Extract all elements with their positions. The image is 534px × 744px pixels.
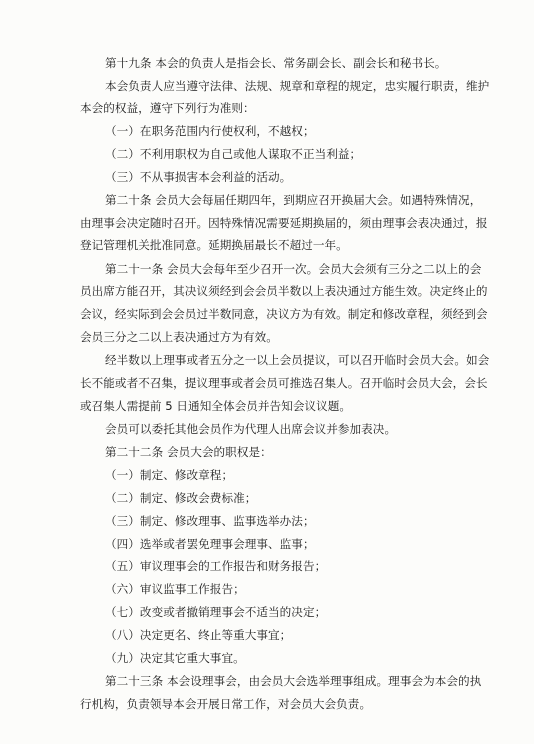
text-line: （三）制定、修改理事、监事选举办法； — [105, 514, 315, 528]
text-line: 本会的权益，遵守下列行为准则： — [80, 101, 255, 115]
text-line: 第二十二条 会员大会的职权是： — [105, 445, 272, 459]
text-line: 会员可以委托其他会员作为代理人出席会议并参加表决。 — [105, 422, 397, 436]
text-line: （六）审议监事工作报告； — [105, 582, 245, 596]
text-line: 由理事会决定随时召开。因特殊情况需要延期换届的，须由理事会表决通过，报 — [80, 216, 488, 230]
text-line: 本会负责人应当遵守法律、法规、规章和章程的规定，忠实履行职责，维护 — [105, 79, 490, 93]
text-line: （一）制定、修改章程； — [105, 468, 234, 482]
text-line: 员出席方能召开，其决议须经到会会员半数以上表决通过方能生效。决定终止的 — [80, 284, 488, 298]
text-line: 第十九条 本会的负责人是指会长、常务副会长、副会长和秘书长。 — [105, 56, 447, 70]
text-line: 第二十一条 会员大会每年至少召开一次。会员大会须有三分之二以上的会 — [105, 262, 482, 276]
text-line: （二）制定、修改会费标准； — [105, 491, 257, 505]
text-line: （五）审议理事会的工作报告和财务报告； — [105, 559, 327, 573]
text-line: 会员三分之二以上表决通过方为有效。 — [80, 330, 278, 344]
text-line: （九）决定其它重大事宜。 — [105, 651, 245, 665]
text-line: 行机构，负责领导本会开展日常工作，对会员大会负责。 — [80, 697, 372, 711]
text-line: （一）在职务范围内行使权利，不越权； — [105, 124, 315, 138]
text-line: 第二十三条 本会设理事会，由会员大会选举理事组成。理事会为本会的执 — [105, 674, 482, 688]
text-line: 登记管理机关批准同意。延期换届最长不超过一年。 — [80, 238, 348, 252]
text-line: （八）决定更名、终止等重大事宜； — [105, 628, 292, 642]
text-line: 长不能或者不召集，提议理事或者会员可推选召集人。召开临时会员大会，会长 — [80, 376, 488, 390]
text-line: （七）改变或者撤销理事会不适当的决定； — [105, 605, 327, 619]
text-line: 第二十条 会员大会每届任期四年，到期应召开换届大会。如遇特殊情况， — [105, 193, 482, 207]
text-line: （二）不利用职权为自己或他人谋取不正当利益； — [105, 147, 362, 161]
text-line: 或召集人需提前 5 日通知全体会员并告知会议议题。 — [80, 399, 352, 413]
text-line: 会议，经实际到会会员过半数同意，决议方为有效。制定和修改章程，须经到会 — [80, 307, 488, 321]
text-line: （三）不从事损害本会利益的活动。 — [105, 170, 292, 184]
text-line: 经半数以上理事或者五分之一以上会员提议，可以召开临时会员大会。如会 — [105, 353, 490, 367]
text-line: （四）选举或者罢免理事会理事、监事； — [105, 537, 315, 551]
